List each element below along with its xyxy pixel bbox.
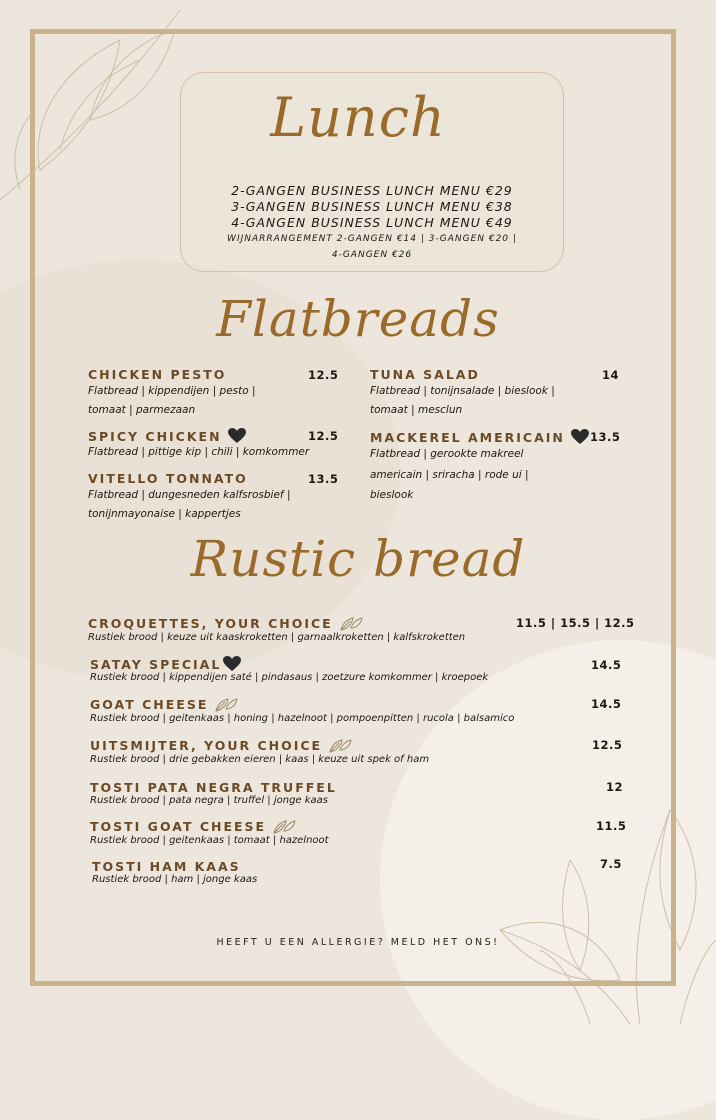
item-name-row <box>90 736 610 754</box>
item-price: 12.5 <box>592 738 623 752</box>
menu-item <box>90 780 610 806</box>
item-name-row <box>88 614 528 632</box>
item-name-row <box>90 656 610 672</box>
item-name: SPICY CHICKEN <box>88 428 222 444</box>
item-description: tomaat | parmezaan <box>88 404 196 416</box>
item-description: Flatbread | kippendijen | pesto | <box>88 385 256 397</box>
item-name: TUNA SALAD <box>370 367 480 382</box>
rustic-bread-title: Rustic bread <box>190 530 526 588</box>
item-price: 7.5 <box>600 857 622 871</box>
item-description: Rustiek brood | ham | jonge kaas <box>92 874 258 885</box>
item-name: UITSMIJTER, YOUR CHOICE <box>90 737 323 753</box>
vegetarian-leaf-icon <box>339 614 363 632</box>
item-description: Flatbread | tonijnsalade | bieslook | <box>370 385 555 397</box>
wine-pairing-line: 4-GANGEN €26 <box>331 250 413 260</box>
item-name: CROQUETTES, YOUR CHOICE <box>88 615 333 631</box>
item-price: 11.5 | 15.5 | 12.5 <box>516 616 635 630</box>
item-price: 13.5 <box>308 472 339 486</box>
item-name: MACKEREL AMERICAIN <box>370 429 565 445</box>
item-name: TOSTI PATA NEGRA TRUFFEL <box>90 780 337 795</box>
item-price: 12 <box>606 780 624 794</box>
vegetarian-leaf-icon <box>272 817 296 835</box>
item-description: tomaat | mesclun <box>370 404 463 416</box>
menu-item <box>370 429 600 505</box>
item-name: SATAY SPECIAL <box>90 656 222 672</box>
menu-item <box>90 736 610 765</box>
flatbreads-title: Flatbreads <box>216 290 500 348</box>
item-description: tonijnmayonaise | kappertjes <box>88 508 241 520</box>
lunch-menu-line: 4-GANGEN BUSINESS LUNCH MENU €49 <box>231 215 513 230</box>
item-description: Flatbread | pittige kip | chili | komkommer <box>88 446 310 458</box>
item-name: VITELLO TONNATO <box>88 471 248 486</box>
item-name: CHICKEN PESTO <box>88 367 227 382</box>
menu-item <box>90 695 610 724</box>
black-heart-icon <box>228 428 246 444</box>
menu-item <box>370 367 600 420</box>
item-name-row <box>90 695 610 713</box>
item-description: americain | sriracha | rode ui | <box>370 469 529 481</box>
lunch-menu-line: 2-GANGEN BUSINESS LUNCH MENU €29 <box>231 183 513 198</box>
item-description: Rustiek brood | drie gebakken eieren | kaas | keuze uit spek of ham <box>90 754 430 765</box>
menu-item <box>90 656 610 683</box>
black-heart-icon <box>223 656 241 672</box>
menu-item <box>88 614 528 643</box>
menu-item <box>92 859 612 885</box>
black-heart-icon <box>571 429 589 445</box>
item-description: Rustiek brood | geitenkaas | honing | hazelnoot | pompoenpitten | rucola | balsamico <box>90 713 515 724</box>
item-price: 11.5 <box>596 819 627 833</box>
item-description: Rustiek brood | keuze uit kaaskroketten | garnaalkroketten | kalfskroketten <box>88 632 466 643</box>
item-description: bieslook <box>370 489 414 501</box>
menu-item <box>90 817 610 846</box>
item-price: 12.5 <box>308 429 339 443</box>
wine-pairing-line: WIJNARRANGEMENT 2-GANGEN €14 | 3-GANGEN €20 | <box>227 234 517 244</box>
item-price: 12.5 <box>308 368 339 382</box>
vegetarian-leaf-icon <box>214 695 238 713</box>
item-name-row <box>370 429 600 445</box>
lunch-menu-info <box>180 183 564 263</box>
item-description: Rustiek brood | kippendijen saté | pindasaus | zoetzure komkommer | kroepoek <box>90 672 489 683</box>
item-name-row <box>90 817 610 835</box>
item-price: 14.5 <box>591 658 622 672</box>
item-name: GOAT CHEESE <box>90 696 209 712</box>
vegetarian-leaf-icon <box>328 736 352 754</box>
item-name: TOSTI HAM KAAS <box>92 859 241 874</box>
item-description: Rustiek brood | pata negra | truffel | jonge kaas <box>90 795 329 806</box>
item-description: Flatbread | dungesneden kalfsrosbief | <box>88 489 291 501</box>
lunch-menu-line: 3-GANGEN BUSINESS LUNCH MENU €38 <box>231 199 513 214</box>
allergy-notice: HEEFT U EEN ALLERGIE? MELD HET ONS! <box>216 937 500 948</box>
item-description: Rustiek brood | geitenkaas | tomaat | hazelnoot <box>90 835 329 846</box>
item-price: 13.5 <box>590 430 621 444</box>
item-price: 14.5 <box>591 697 622 711</box>
item-name: TOSTI GOAT CHEESE <box>90 818 267 834</box>
item-description: Flatbread | gerookte makreel <box>370 448 524 460</box>
item-price: 14 <box>602 368 620 382</box>
lunch-title: Lunch <box>270 86 446 149</box>
